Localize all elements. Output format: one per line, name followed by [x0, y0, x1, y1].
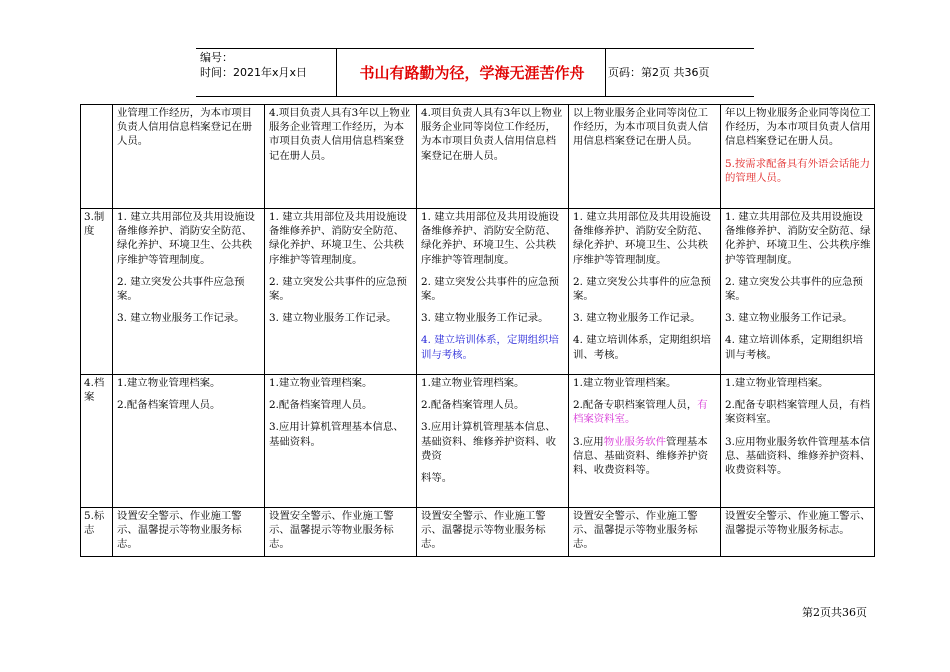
page-header [196, 48, 754, 97]
table-cell [265, 209, 417, 375]
table-cell [569, 105, 721, 209]
table-row [81, 508, 875, 557]
cell-text: 3.应用物业服务软件管理基本信息、基础资料、维修养护资料、收费资料等。 [725, 435, 871, 477]
table-cell [721, 209, 875, 375]
cell-text: 以上物业服务企业同等岗位工作经历，为本市项目负责人信用信息档案登记在册人员。 [573, 107, 709, 148]
cell-text: 4.项目负责人具有3年以上物业服务企业管理工作经历，为本市项目负责人信用信息档案登记在册人员。 [269, 107, 411, 162]
cell-text-part: 2.配备专职档案管理人员， [573, 399, 698, 412]
page-footer: 第2页共36页 [802, 606, 867, 619]
table-cell: 设置安全警示、作业施工警示、温馨提示等物业服务标志。 [569, 508, 721, 557]
cell-text: 1. 建立共用部位及共用设施设备维修养护、消防安全防范、绿化养护、环境卫生、公共秩序维护等管理制度。 [269, 211, 407, 266]
table-cell [417, 105, 569, 209]
cell-text: 2. 建立突发公共事件的应急预案。 [573, 275, 711, 303]
table-cell: 设置安全警示、作业施工警示、温馨提示等物业服务标志。 [113, 508, 265, 557]
cell-text: 4. 建立培训体系，定期组织培训、考核。 [573, 334, 711, 361]
cell-text-part: 管理基本信息、基础资料、维修养护资料、收费资料等。 [573, 435, 709, 477]
table-row [81, 105, 875, 209]
cell-text: 1.建立物业管理档案。 [117, 377, 221, 389]
cell-text: 年以上物业服务企业同等岗位工作经历，为本市项目负责人信用信息档案登记在册人员。 [725, 107, 871, 148]
cell-text: 2.配备档案管理人员。 [421, 399, 525, 412]
cell-text: 1. 建立共用部位及共用设施设备维修养护、消防安全防范、绿化养护、环境卫生、公共秩序维护等管理制度。 [421, 211, 559, 266]
table-cell [569, 375, 721, 508]
table-cell [113, 375, 265, 508]
table-row [81, 209, 875, 375]
cell-text: 3. 建立物业服务工作记录。 [269, 312, 397, 325]
cell-text: 业管理工作经历，为本市项目负责人信用信息档案登记在册人员。 [117, 107, 253, 148]
cell-text: 1.建立物业管理档案。 [421, 377, 525, 389]
header-divider [336, 49, 337, 96]
cell-text: 2.配备档案管理人员。 [269, 399, 373, 412]
table-cell [113, 209, 265, 375]
header-motto: 书山有路勤为径，学海无涯苦作舟 [359, 64, 585, 82]
table-cell [417, 209, 569, 375]
table-cell [265, 105, 417, 209]
table-cell [113, 105, 265, 209]
cell-text: 1. 建立共用部位及共用设施设备维修养护、消防安全防范、绿化养护、环境卫生、公共秩序维护等管理制度。 [573, 211, 711, 266]
cell-text [573, 435, 717, 478]
table-cell [721, 105, 875, 209]
cell-text: 4. 建立培训体系，定期组织培训与考核。 [725, 334, 863, 361]
cell-text: 3. 建立物业服务工作记录。 [725, 312, 853, 325]
cell-text: 2. 建立突发公共事件的应急预案。 [269, 275, 407, 303]
time-label: 时间：2021年x月x日 [200, 66, 308, 79]
standards-table [80, 104, 875, 557]
cell-text: 2. 建立突发公共事件的应急预案。 [421, 275, 559, 303]
cell-text: 3. 建立物业服务工作记录。 [573, 312, 701, 325]
cell-text [573, 398, 717, 426]
cell-text: 4.项目负责人具有3年以上物业服务企业同等岗位工作经历，为本市项目负责人信用信息档案登记在册人员。 [421, 107, 563, 162]
category-cell: 3.制度 [81, 209, 113, 375]
table-row [81, 375, 875, 508]
table-cell: 设置安全警示、作业施工警示、温馨提示等物业服务标志。 [265, 508, 417, 557]
category-cell [81, 105, 113, 209]
header-divider [605, 49, 606, 96]
cell-text: 料等。 [421, 472, 453, 485]
cell-text: 1.建立物业管理档案。 [573, 377, 677, 389]
cell-text: 3.应用计算机管理基本信息、基础资料。 [269, 421, 404, 448]
category-cell: 4.档案 [81, 375, 113, 508]
category-cell: 5.标志 [81, 508, 113, 557]
cell-text: 3.应用计算机管理基本信息、基础资料、维修养护资料、收费资 [421, 421, 557, 462]
table-cell [265, 375, 417, 508]
cell-text: 2.配备专职档案管理人员，有档案资料室。 [725, 399, 870, 426]
table-cell [569, 209, 721, 375]
cell-text-part: 3.应用 [573, 435, 604, 448]
cell-text: 1. 建立共用部位及共用设施设备维修养护、消防安全防范、绿化养护、环境卫生、公共秩序维护等管理制度。 [725, 211, 871, 266]
table-cell [721, 375, 875, 508]
table-cell: 设置安全警示、作业施工警示、温馨提示等物业服务标志。 [417, 508, 569, 557]
cell-text: 2. 建立突发公共事件应急预案。 [117, 275, 245, 303]
cell-text: 3. 建立物业服务工作记录。 [421, 312, 549, 325]
cell-text: 2.配备档案管理人员。 [117, 399, 221, 412]
header-meta [200, 50, 336, 80]
cell-text-highlight: 物业服务软件 [603, 435, 667, 448]
cell-text-highlight: 有档案资料室。 [573, 399, 708, 426]
cell-text-highlight: 5.按需求配备具有外语会话能力的管理人员。 [725, 157, 870, 184]
cell-text: 2. 建立突发公共事件的应急预案。 [725, 275, 863, 303]
number-label: 编号： [200, 51, 233, 64]
cell-text-highlight: 4. 建立培训体系，定期组织培训与考核。 [421, 334, 559, 361]
header-page-label: 页码：第2页 共36页 [608, 66, 710, 79]
cell-text: 1.建立物业管理档案。 [269, 377, 373, 389]
cell-text: 1.建立物业管理档案。 [725, 377, 829, 389]
table-cell: 设置安全警示、作业施工警示、温馨提示等物业服务标志。 [721, 508, 875, 557]
cell-text: 1. 建立共用部位及共用设施设备维修养护、消防安全防范、绿化养护、环境卫生、公共秩序维护等管理制度。 [117, 211, 255, 266]
table-cell [417, 375, 569, 508]
cell-text: 3. 建立物业服务工作记录。 [117, 312, 245, 325]
